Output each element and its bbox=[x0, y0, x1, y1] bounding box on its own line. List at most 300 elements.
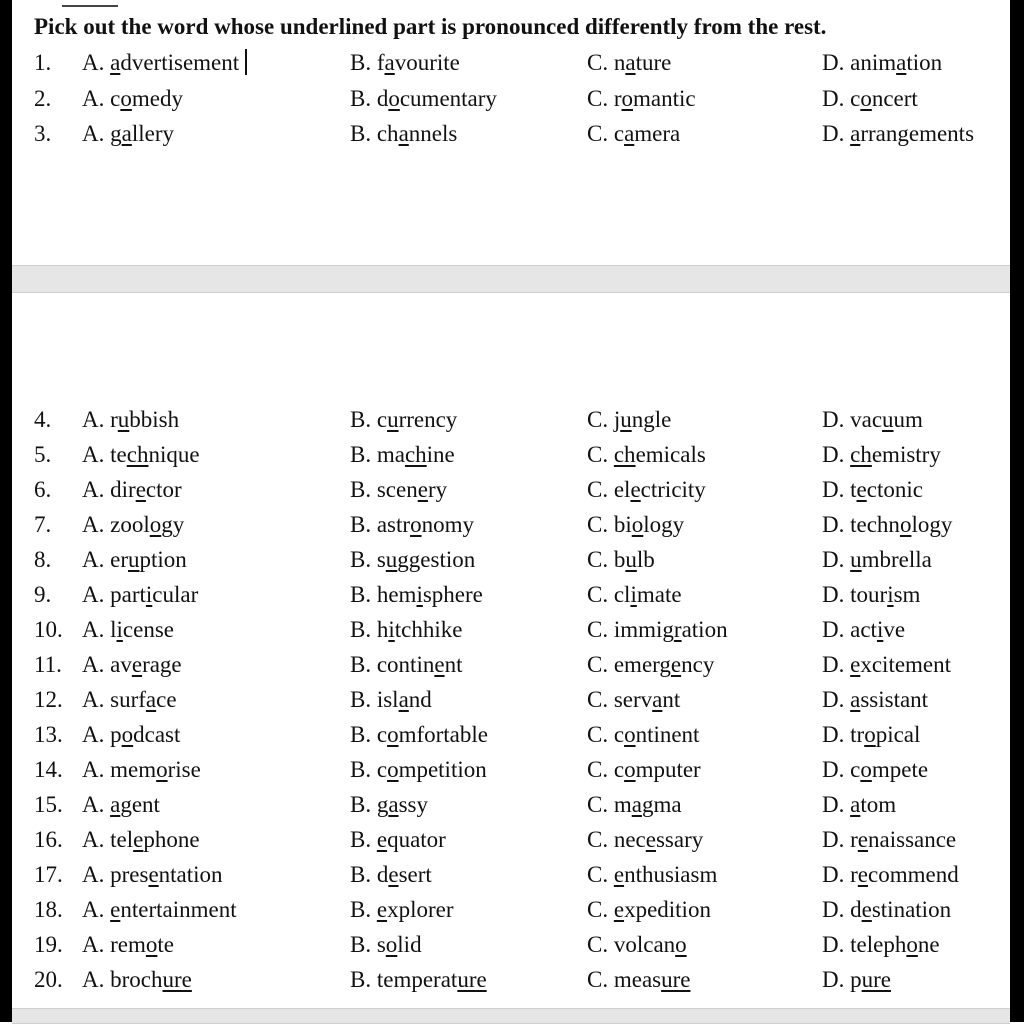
option-letter: B. bbox=[350, 547, 372, 572]
word-part: nec bbox=[613, 827, 646, 852]
underlined-part: i bbox=[416, 582, 423, 607]
underlined-part: o bbox=[675, 932, 687, 957]
question-number: 10. bbox=[34, 617, 63, 642]
word-part: rrangements bbox=[860, 121, 975, 146]
underlined-part: ure bbox=[162, 967, 192, 992]
word-part: el bbox=[613, 477, 631, 502]
underlined-part: u bbox=[117, 407, 130, 432]
question-row bbox=[0, 858, 1010, 892]
option-d bbox=[822, 613, 905, 647]
option-d bbox=[822, 858, 959, 892]
option-d bbox=[822, 438, 941, 472]
option-a bbox=[82, 82, 183, 116]
option-c bbox=[587, 893, 711, 927]
word-part: mbrella bbox=[861, 547, 932, 572]
underlined-part: r bbox=[673, 617, 682, 642]
question-number: 4. bbox=[34, 407, 52, 432]
underlined-part: o bbox=[624, 722, 636, 747]
word-part: ncert bbox=[871, 86, 918, 111]
underlined-part: a bbox=[121, 121, 132, 146]
option-c bbox=[587, 753, 701, 787]
option-letter: C. bbox=[587, 757, 609, 782]
underlined-part: u bbox=[625, 547, 637, 572]
option-letter: B. bbox=[350, 407, 372, 432]
option-b bbox=[350, 117, 457, 151]
option-letter: C. bbox=[587, 547, 609, 572]
option-c bbox=[587, 508, 684, 542]
question-row bbox=[0, 117, 1010, 151]
underlined-part: o bbox=[388, 86, 400, 111]
option-b bbox=[350, 473, 447, 507]
option-a bbox=[82, 753, 201, 787]
word-part: rage bbox=[142, 652, 182, 677]
word-part: pical bbox=[875, 722, 921, 747]
word-part: ve bbox=[883, 617, 906, 642]
word-part: phone bbox=[143, 827, 200, 852]
underlined-part: o bbox=[145, 932, 158, 957]
question-number: 15. bbox=[34, 792, 63, 817]
underlined-part: e bbox=[613, 897, 625, 922]
word-part: nt bbox=[662, 687, 681, 712]
underlined-part: e bbox=[135, 477, 146, 502]
underlined-part: e bbox=[417, 477, 428, 502]
word-part: nnels bbox=[408, 121, 458, 146]
question-number: 11. bbox=[34, 652, 62, 677]
underlined-part: e bbox=[110, 897, 121, 922]
option-letter: B. bbox=[350, 86, 372, 111]
underlined-part: e bbox=[131, 652, 143, 677]
word-part: logy bbox=[911, 512, 953, 537]
underlined-part: e bbox=[861, 897, 872, 922]
question-row bbox=[0, 82, 1010, 116]
option-letter: C. bbox=[587, 862, 609, 887]
option-letter: A. bbox=[82, 407, 105, 432]
question-number: 8. bbox=[34, 547, 52, 572]
option-letter: D. bbox=[822, 827, 845, 852]
word-part: astr bbox=[376, 512, 411, 537]
option-c bbox=[587, 46, 671, 80]
word-part: dvertisement bbox=[120, 50, 240, 75]
option-letter: A. bbox=[82, 582, 105, 607]
word-part: vourite bbox=[394, 50, 460, 75]
option-a bbox=[82, 963, 192, 997]
question-number: 18. bbox=[34, 897, 63, 922]
word-part: ssy bbox=[398, 792, 428, 817]
word-part: act bbox=[850, 617, 877, 642]
option-d bbox=[822, 473, 923, 507]
option-b bbox=[350, 508, 474, 542]
word-part: llery bbox=[131, 121, 174, 146]
question-row bbox=[0, 473, 1010, 507]
word-part: dcast bbox=[133, 722, 181, 747]
word-part: n bbox=[613, 50, 626, 75]
underlined-part: e bbox=[670, 652, 682, 677]
word-part: g bbox=[110, 121, 122, 146]
word-part: f bbox=[376, 50, 385, 75]
option-letter: B. bbox=[350, 827, 372, 852]
option-b bbox=[350, 648, 462, 682]
option-a bbox=[82, 46, 247, 80]
option-letter: D. bbox=[822, 442, 845, 467]
option-a bbox=[82, 508, 184, 542]
word-part: r bbox=[110, 407, 118, 432]
option-d bbox=[822, 928, 940, 962]
option-a bbox=[82, 613, 174, 647]
underlined-part: a bbox=[850, 121, 861, 146]
word-part: ntation bbox=[158, 862, 223, 887]
word-part: ce bbox=[156, 687, 177, 712]
underlined-part: ch bbox=[404, 442, 427, 467]
word-part: mera bbox=[634, 121, 681, 146]
word-part: scen bbox=[376, 477, 418, 502]
question-row bbox=[0, 963, 1010, 997]
option-b bbox=[350, 963, 487, 997]
underlined-part: e bbox=[434, 652, 445, 677]
option-letter: A. bbox=[82, 547, 105, 572]
underlined-part: o bbox=[121, 722, 134, 747]
word-part: ggestion bbox=[397, 547, 476, 572]
option-letter: A. bbox=[82, 862, 105, 887]
underlined-part: o bbox=[906, 932, 918, 957]
option-letter: D. bbox=[822, 897, 845, 922]
word-part: s bbox=[376, 932, 386, 957]
option-c bbox=[587, 438, 706, 472]
option-letter: A. bbox=[82, 932, 105, 957]
question-row bbox=[0, 543, 1010, 577]
option-letter: C. bbox=[587, 687, 609, 712]
underlined-part: e bbox=[388, 862, 399, 887]
option-a bbox=[82, 683, 177, 717]
word-part: rise bbox=[167, 757, 201, 782]
option-d bbox=[822, 718, 920, 752]
underlined-part: u bbox=[387, 407, 399, 432]
option-letter: B. bbox=[350, 50, 372, 75]
word-part: mpete bbox=[871, 757, 929, 782]
word-part: mantic bbox=[633, 86, 696, 111]
underlined-part: i bbox=[876, 617, 884, 642]
text-cursor bbox=[245, 49, 247, 75]
underlined-part: i bbox=[630, 582, 637, 607]
option-d bbox=[822, 963, 891, 997]
option-letter: C. bbox=[587, 617, 609, 642]
underlined-part: a bbox=[110, 792, 121, 817]
option-d bbox=[822, 753, 928, 787]
option-c bbox=[587, 403, 671, 437]
underlined-part: o bbox=[156, 757, 168, 782]
word-part: um bbox=[893, 407, 923, 432]
question-number: 3. bbox=[34, 121, 52, 146]
option-c bbox=[587, 473, 706, 507]
option-letter: B. bbox=[350, 722, 372, 747]
word-part: emistry bbox=[871, 442, 941, 467]
underlined-part: a bbox=[110, 50, 121, 75]
instruction-heading: Pick out the word whose underlined part is pronounced differently from the rest. bbox=[34, 14, 827, 39]
word-part: nthusiasm bbox=[624, 862, 718, 887]
option-letter: B. bbox=[350, 442, 372, 467]
question-row bbox=[0, 613, 1010, 647]
option-b bbox=[350, 788, 428, 822]
word-part: c bbox=[850, 86, 861, 111]
word-part: commend bbox=[868, 862, 959, 887]
option-b bbox=[350, 683, 432, 717]
question-row bbox=[0, 893, 1010, 927]
word-part: tr bbox=[850, 722, 865, 747]
word-part: s bbox=[376, 547, 386, 572]
option-letter: C. bbox=[587, 792, 609, 817]
question-row bbox=[0, 508, 1010, 542]
option-c bbox=[587, 718, 699, 752]
option-letter: A. bbox=[82, 442, 105, 467]
question-number: 7. bbox=[34, 512, 52, 537]
word-part: mpetition bbox=[398, 757, 487, 782]
word-part: c bbox=[613, 121, 625, 146]
question-number: 13. bbox=[34, 722, 63, 747]
option-b bbox=[350, 893, 453, 927]
option-letter: B. bbox=[350, 757, 372, 782]
underlined-part: a bbox=[850, 687, 861, 712]
word-part: l bbox=[110, 617, 117, 642]
option-a bbox=[82, 543, 187, 577]
option-d bbox=[822, 683, 928, 717]
option-b bbox=[350, 718, 488, 752]
question-number: 14. bbox=[34, 757, 63, 782]
word-part: c bbox=[376, 407, 388, 432]
word-part: ctonic bbox=[866, 477, 923, 502]
option-c bbox=[587, 683, 680, 717]
option-letter: A. bbox=[82, 967, 105, 992]
option-c bbox=[587, 928, 687, 962]
question-row bbox=[0, 578, 1010, 612]
option-d bbox=[822, 403, 923, 437]
word-part: logy bbox=[643, 512, 685, 537]
underlined-part: o bbox=[410, 512, 422, 537]
word-part: nt bbox=[444, 652, 463, 677]
option-c bbox=[587, 963, 690, 997]
option-a bbox=[82, 648, 182, 682]
option-letter: D. bbox=[822, 512, 845, 537]
word-part: emicals bbox=[635, 442, 706, 467]
option-letter: D. bbox=[822, 722, 845, 747]
option-letter: A. bbox=[82, 652, 105, 677]
word-part: serv bbox=[613, 687, 653, 712]
option-letter: D. bbox=[822, 967, 845, 992]
word-part: medy bbox=[131, 86, 183, 111]
option-letter: A. bbox=[82, 50, 105, 75]
underlined-part: o bbox=[387, 722, 399, 747]
word-part: mem bbox=[110, 757, 157, 782]
word-part: c bbox=[850, 757, 861, 782]
word-part: sert bbox=[398, 862, 432, 887]
option-letter: D. bbox=[822, 792, 845, 817]
page-break-band bbox=[12, 265, 1010, 293]
option-letter: C. bbox=[587, 50, 609, 75]
option-c bbox=[587, 648, 714, 682]
option-letter: A. bbox=[82, 86, 105, 111]
word-part: ption bbox=[139, 547, 187, 572]
underlined-part: a bbox=[384, 50, 395, 75]
option-d bbox=[822, 893, 951, 927]
underlined-part: u bbox=[882, 407, 894, 432]
option-letter: A. bbox=[82, 722, 105, 747]
option-c bbox=[587, 578, 682, 612]
option-letter: B. bbox=[350, 121, 372, 146]
question-number: 9. bbox=[34, 582, 52, 607]
option-a bbox=[82, 893, 237, 927]
option-letter: C. bbox=[587, 121, 609, 146]
word-part: techn bbox=[850, 512, 900, 537]
word-part: gy bbox=[161, 512, 185, 537]
underlined-part: o bbox=[149, 512, 162, 537]
option-letter: A. bbox=[82, 512, 105, 537]
option-letter: D. bbox=[822, 687, 845, 712]
underlined-part: e bbox=[850, 652, 861, 677]
word-part: ine bbox=[426, 442, 455, 467]
word-part: sphere bbox=[422, 582, 483, 607]
option-letter: B. bbox=[350, 967, 372, 992]
question-number: 12. bbox=[34, 687, 63, 712]
word-part: er bbox=[110, 547, 128, 572]
word-part: teleph bbox=[850, 932, 907, 957]
underlined-part: ch bbox=[613, 442, 636, 467]
word-part: nomy bbox=[421, 512, 474, 537]
word-part: mfortable bbox=[398, 722, 488, 747]
word-part: ry bbox=[427, 477, 448, 502]
question-row bbox=[0, 648, 1010, 682]
option-letter: A. bbox=[82, 792, 105, 817]
underlined-part: ch bbox=[126, 442, 149, 467]
option-letter: D. bbox=[822, 757, 845, 782]
option-b bbox=[350, 753, 487, 787]
option-d bbox=[822, 543, 932, 577]
word-part: r bbox=[613, 86, 622, 111]
question-number: 17. bbox=[34, 862, 63, 887]
word-part: tchhike bbox=[394, 617, 463, 642]
word-part: anim bbox=[850, 50, 897, 75]
underlined-part: ure bbox=[457, 967, 487, 992]
option-letter: C. bbox=[587, 477, 609, 502]
option-b bbox=[350, 543, 475, 577]
option-a bbox=[82, 823, 200, 857]
question-number: 6. bbox=[34, 477, 52, 502]
option-d bbox=[822, 788, 896, 822]
option-a bbox=[82, 438, 200, 472]
word-part: mputer bbox=[635, 757, 701, 782]
option-letter: B. bbox=[350, 897, 372, 922]
word-part: surf bbox=[110, 687, 146, 712]
word-part: stination bbox=[871, 897, 952, 922]
word-part: gma bbox=[641, 792, 682, 817]
question-number: 16. bbox=[34, 827, 63, 852]
question-number: 19. bbox=[34, 932, 63, 957]
option-d bbox=[822, 82, 918, 116]
underlined-part: o bbox=[864, 722, 876, 747]
underlined-part: o bbox=[621, 86, 634, 111]
word-part: temperat bbox=[376, 967, 458, 992]
word-part: nd bbox=[408, 687, 432, 712]
word-part: quator bbox=[387, 827, 446, 852]
option-letter: B. bbox=[350, 617, 372, 642]
underlined-part: o bbox=[120, 86, 132, 111]
word-part: tion bbox=[906, 50, 943, 75]
underlined-part: i bbox=[887, 582, 894, 607]
word-part: c bbox=[613, 722, 625, 747]
word-part: immig bbox=[613, 617, 674, 642]
word-part: ma bbox=[376, 442, 405, 467]
underlined-part: u bbox=[385, 547, 398, 572]
option-letter: C. bbox=[587, 652, 609, 677]
option-letter: B. bbox=[350, 687, 372, 712]
option-letter: A. bbox=[82, 897, 105, 922]
word-part: tour bbox=[850, 582, 888, 607]
word-part: c bbox=[376, 722, 388, 747]
word-part: ssary bbox=[655, 827, 704, 852]
underlined-part: e bbox=[376, 827, 388, 852]
word-part: r bbox=[850, 862, 858, 887]
option-b bbox=[350, 578, 483, 612]
option-a bbox=[82, 718, 180, 752]
option-letter: D. bbox=[822, 407, 845, 432]
word-part: ssistant bbox=[860, 687, 929, 712]
option-letter: C. bbox=[587, 897, 609, 922]
option-letter: A. bbox=[82, 477, 105, 502]
option-b bbox=[350, 823, 446, 857]
option-a bbox=[82, 858, 223, 892]
underlined-part: o bbox=[385, 932, 398, 957]
word-part: cular bbox=[152, 582, 199, 607]
word-part: m bbox=[613, 792, 632, 817]
word-part: naissance bbox=[868, 827, 957, 852]
underlined-part: e bbox=[148, 862, 159, 887]
word-part: xcitement bbox=[860, 652, 952, 677]
option-letter: B. bbox=[350, 792, 372, 817]
underlined-part: a bbox=[398, 121, 409, 146]
word-part: ntinent bbox=[635, 722, 700, 747]
option-letter: D. bbox=[822, 477, 845, 502]
option-letter: D. bbox=[822, 582, 845, 607]
option-letter: D. bbox=[822, 862, 845, 887]
word-part: t bbox=[850, 477, 857, 502]
word-part: c bbox=[376, 757, 388, 782]
word-part: part bbox=[110, 582, 146, 607]
question-number: 1. bbox=[34, 50, 52, 75]
option-a bbox=[82, 403, 179, 437]
underlined-part: u bbox=[128, 547, 140, 572]
option-d bbox=[822, 648, 951, 682]
option-b bbox=[350, 613, 462, 647]
word-part: ture bbox=[635, 50, 672, 75]
underlined-part: a bbox=[652, 687, 663, 712]
underlined-part: o bbox=[860, 86, 872, 111]
word-part: tom bbox=[860, 792, 897, 817]
option-letter: D. bbox=[822, 617, 845, 642]
option-d bbox=[822, 823, 956, 857]
underlined-part: o bbox=[624, 757, 636, 782]
question-row bbox=[0, 823, 1010, 857]
option-letter: C. bbox=[587, 827, 609, 852]
underlined-part: e bbox=[857, 862, 869, 887]
underlined-part: a bbox=[850, 792, 861, 817]
option-c bbox=[587, 543, 655, 577]
underlined-part: a bbox=[398, 687, 409, 712]
underlined-part: ch bbox=[850, 442, 872, 467]
option-letter: C. bbox=[587, 407, 609, 432]
word-part: vac bbox=[850, 407, 883, 432]
word-part: dir bbox=[110, 477, 136, 502]
option-letter: A. bbox=[82, 687, 105, 712]
option-b bbox=[350, 438, 455, 472]
underlined-part: e bbox=[630, 477, 641, 502]
word-part: sm bbox=[893, 582, 921, 607]
